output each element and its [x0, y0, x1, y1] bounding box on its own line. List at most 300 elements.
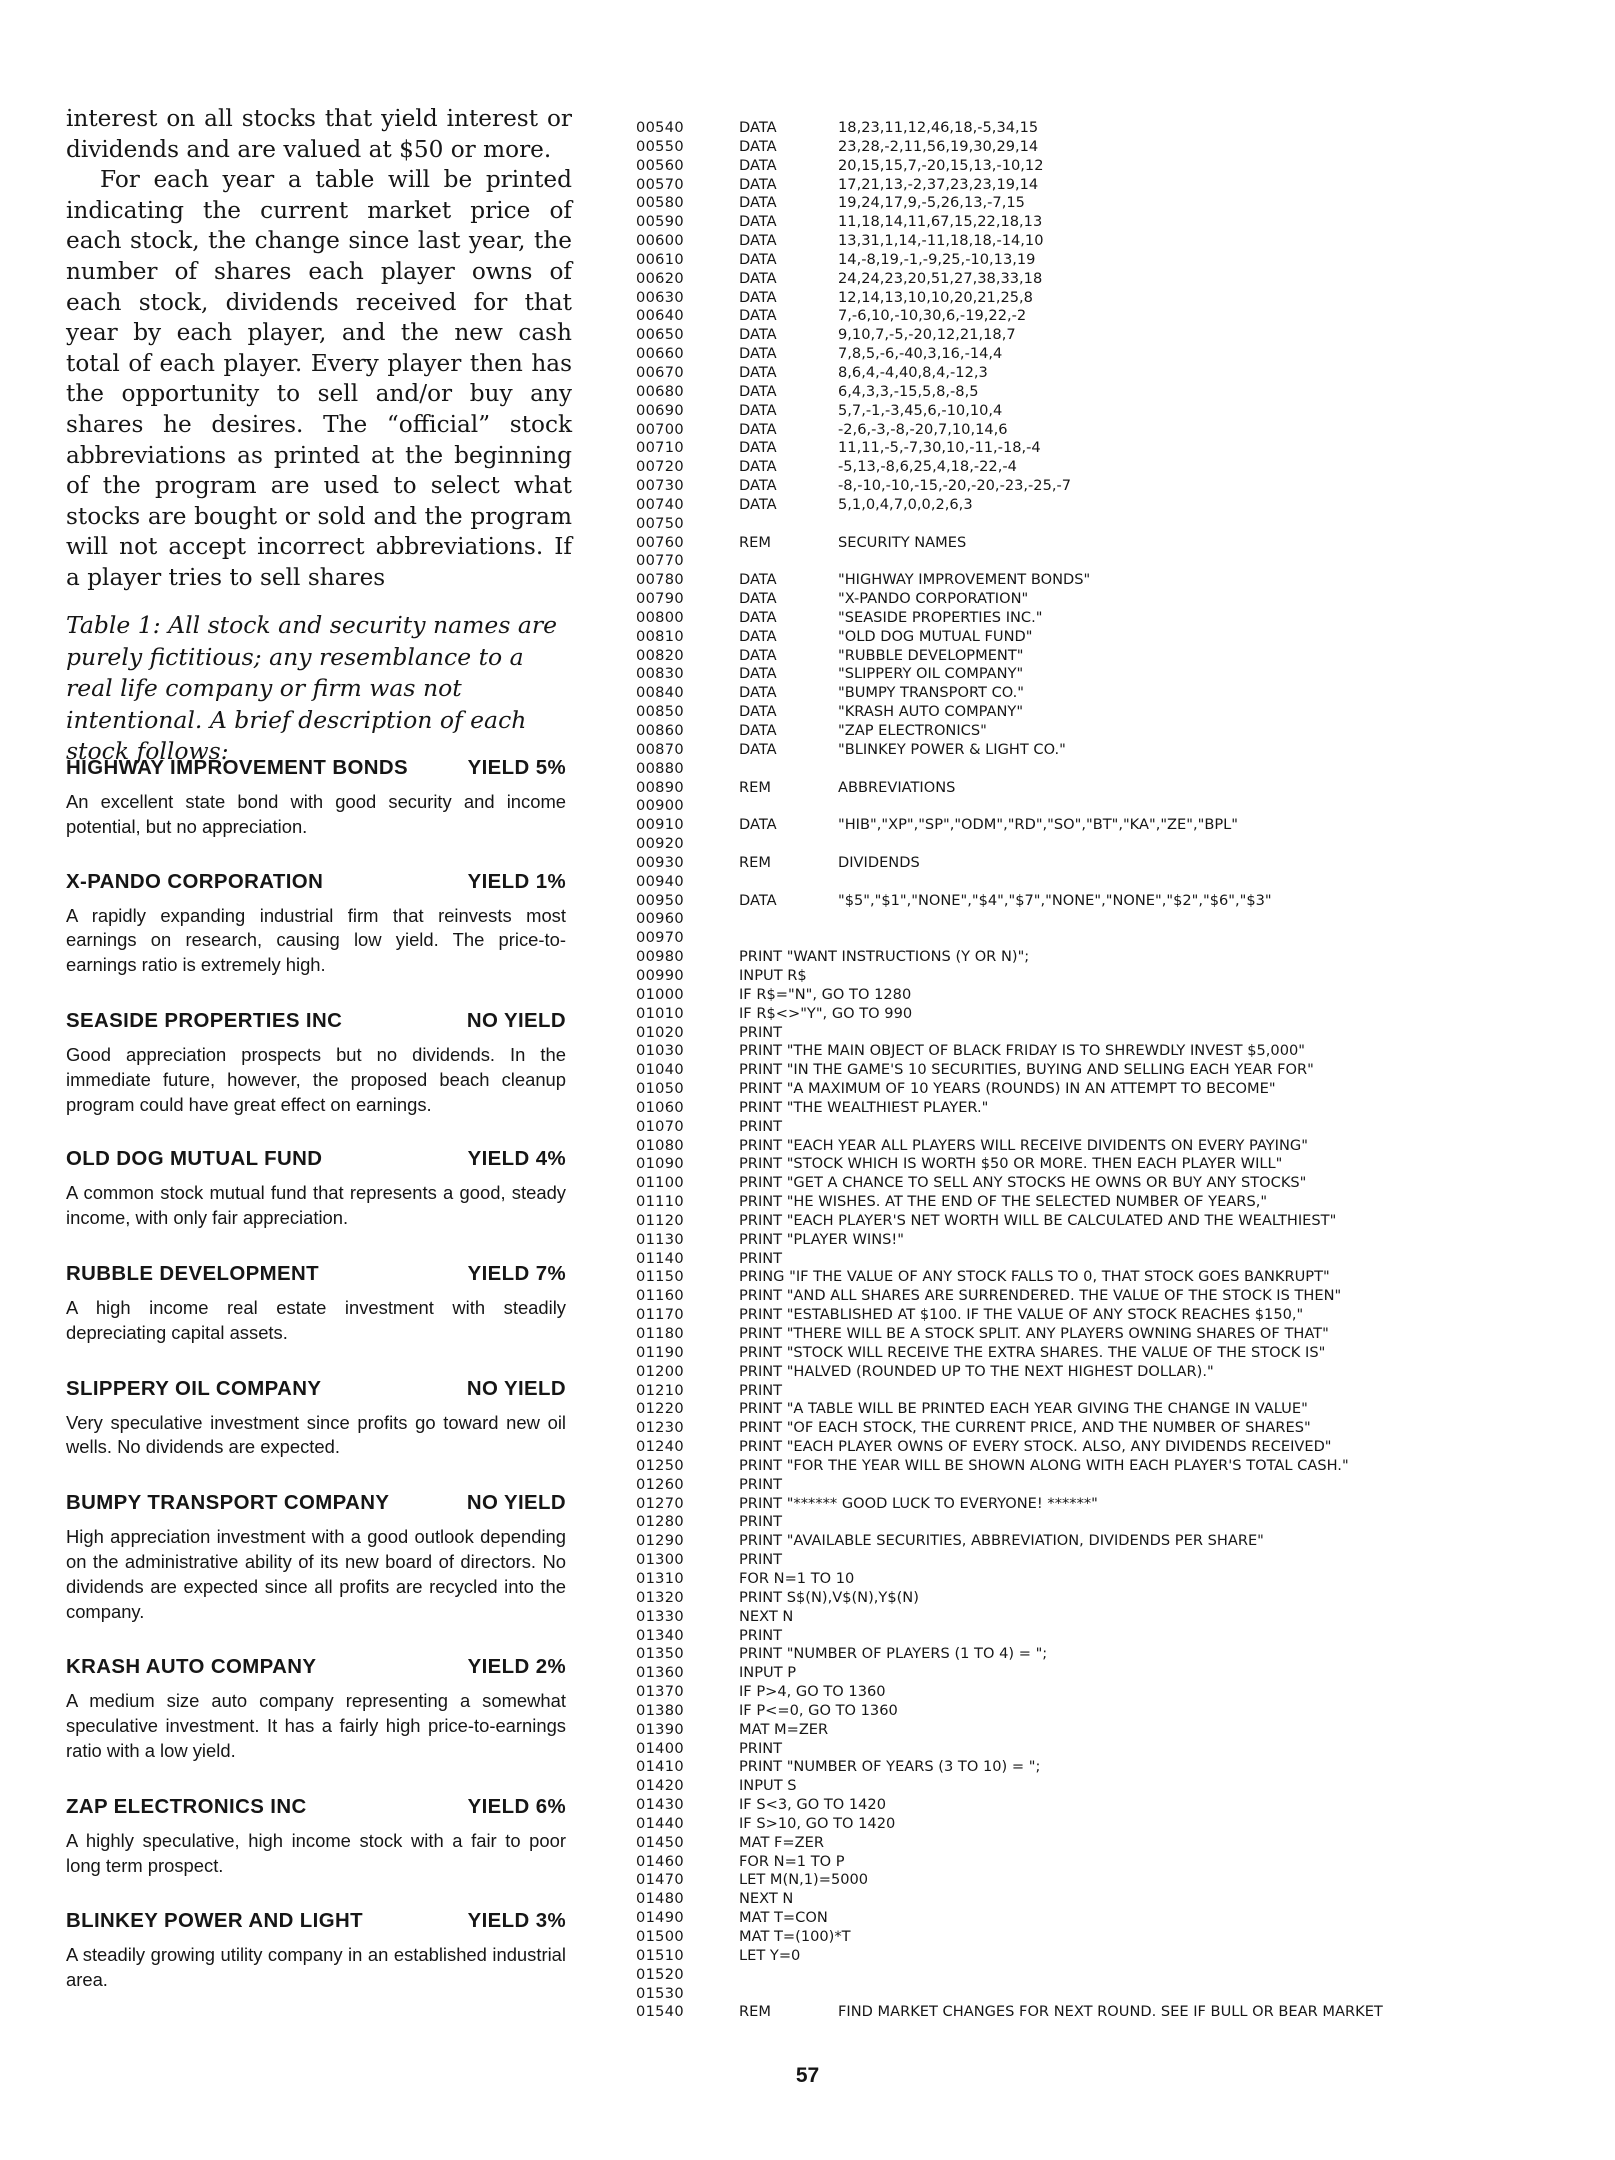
line-number: 00780 [636, 571, 684, 589]
line-number: 00640 [636, 307, 684, 325]
code-line [636, 1966, 1496, 1985]
code-keyword: DATA [739, 326, 777, 344]
code-line [636, 2003, 1496, 2022]
left-column [66, 104, 572, 1991]
code-statement: PRINT [739, 1739, 783, 1757]
code-line [636, 1928, 1496, 1947]
line-number: 01420 [636, 1777, 684, 1795]
code-argument: "HIGHWAY IMPROVEMENT BONDS" [838, 571, 1091, 589]
code-keyword: DATA [739, 722, 777, 739]
code-line [636, 176, 1496, 195]
stock-description: A highly speculative, high income stock with a fair to poor long term prospect. [66, 1829, 566, 1876]
code-statement: PRINT [739, 1381, 783, 1399]
code-line [636, 402, 1496, 421]
code-statement: IF S<3, GO TO 1420 [739, 1796, 887, 1814]
line-number: 00660 [636, 345, 684, 363]
code-statement: PRINT "THE WEALTHIEST PLAYER." [739, 1098, 989, 1116]
stock-name: X-PANDO CORPORATION [66, 870, 324, 893]
code-argument: "$5","$1","NONE","$4","$7","NONE","NONE","$2","$6","$3" [838, 891, 1272, 909]
code-statement: PRINT "PLAYER WINS!" [739, 1230, 904, 1248]
code-statement: PRINT "IN THE GAME'S 10 SECURITIES, BUYING AND SELLING EACH YEAR FOR" [739, 1061, 1314, 1079]
line-number: 01220 [636, 1400, 684, 1418]
code-line [636, 1118, 1496, 1137]
line-number: 00600 [636, 232, 684, 250]
code-line [636, 1740, 1496, 1759]
line-number: 01260 [636, 1475, 684, 1493]
code-argument: "KRASH AUTO COMPANY" [838, 703, 1024, 721]
line-number: 01020 [636, 1023, 684, 1041]
line-number: 01210 [636, 1381, 684, 1399]
code-statement: PRINT [739, 1023, 783, 1041]
intro-paragraph-2: For each year a table will be printed indicating the current market price of each stock, the change since last year, the number of shares each player owns of each stock, dividends received for that year by each player, and the new cash total of each player. Every player then has the opportunity to sell and/or buy any shares he desires. The “official” stock abbreviations as printed at the beginning of the program are used to select what stocks are bought or sold and the program will not accept incorrect abbreviations. If a player tries to sell shares [66, 166, 572, 591]
line-number: 01050 [636, 1080, 684, 1098]
line-number: 00910 [636, 816, 684, 834]
code-line [636, 1589, 1496, 1608]
code-keyword: DATA [739, 816, 777, 834]
code-line [636, 1306, 1496, 1325]
code-statement: LET Y=0 [739, 1946, 801, 1964]
code-statement: PRINT [739, 1513, 783, 1531]
code-keyword: DATA [739, 703, 777, 721]
stock-entry [66, 756, 566, 840]
code-statement: NEXT N [739, 1890, 794, 1908]
code-argument: "ZAP ELECTRONICS" [838, 722, 987, 739]
stock-yield: YIELD 5% [467, 757, 566, 779]
line-number: 00860 [636, 722, 684, 739]
stock-entry [66, 1655, 566, 1763]
line-number: 00580 [636, 194, 684, 212]
code-statement: IF P>4, GO TO 1360 [739, 1683, 886, 1701]
stock-description: A medium size auto company representing a somewhat speculative investment. It has a fairly high price-to-earnings ratio with a low yield. [66, 1690, 566, 1761]
code-statement: PRINT "GET A CHANCE TO SELL ANY STOCKS HE OWNS OR BUY ANY STOCKS" [739, 1174, 1307, 1192]
line-number: 01460 [636, 1852, 684, 1870]
code-keyword: DATA [739, 420, 777, 438]
line-number: 01120 [636, 1211, 684, 1229]
code-line [636, 1777, 1496, 1796]
line-number: 01320 [636, 1588, 684, 1606]
line-number: 01060 [636, 1098, 684, 1116]
line-number: 01360 [636, 1664, 684, 1682]
code-line [636, 684, 1496, 703]
line-number: 00940 [636, 872, 684, 890]
stock-name: OLD DOG MUTUAL FUND [66, 1148, 323, 1171]
code-statement: IF R$<>"Y", GO TO 990 [739, 1004, 913, 1022]
code-keyword: DATA [739, 269, 777, 287]
code-line [636, 1985, 1496, 2004]
stock-heading [66, 1909, 566, 1934]
code-statement: MAT M=ZER [739, 1720, 829, 1738]
code-statement: PRINT "EACH PLAYER'S NET WORTH WILL BE CALCULATED AND THE WEALTHIEST" [739, 1211, 1337, 1229]
line-number: 01110 [636, 1193, 684, 1211]
line-number: 01160 [636, 1287, 684, 1305]
line-number: 00720 [636, 458, 684, 476]
code-line [636, 628, 1496, 647]
code-line [636, 213, 1496, 232]
code-argument: 24,24,23,20,51,27,38,33,18 [838, 269, 1043, 287]
code-line [636, 421, 1496, 440]
code-argument: FIND MARKET CHANGES FOR NEXT ROUND. SEE IF BULL OR BEAR MARKET [838, 2003, 1383, 2021]
line-number: 01450 [636, 1833, 684, 1851]
code-argument: 19,24,17,9,-5,26,13,-7,15 [838, 194, 1025, 212]
code-line [636, 383, 1496, 402]
line-number: 00760 [636, 533, 684, 551]
line-number: 01500 [636, 1928, 684, 1945]
code-line [636, 590, 1496, 609]
code-line [636, 477, 1496, 496]
code-line [636, 1890, 1496, 1909]
code-line [636, 1645, 1496, 1664]
stock-yield: YIELD 4% [467, 1148, 566, 1171]
code-line [636, 1702, 1496, 1721]
code-line [636, 1815, 1496, 1834]
line-number: 00890 [636, 778, 684, 796]
code-keyword: DATA [739, 137, 777, 155]
code-keyword: DATA [739, 608, 777, 626]
code-argument: 14,-8,19,-1,-9,25,-10,13,19 [838, 250, 1036, 268]
line-number: 01010 [636, 1004, 684, 1022]
line-number: 00690 [636, 401, 684, 419]
line-number: 01430 [636, 1796, 684, 1814]
code-statement: PRINT "AVAILABLE SECURITIES, ABBREVIATION, DIVIDENDS PER SHARE" [739, 1532, 1264, 1550]
stock-description: Very speculative investment since profits go toward new oil wells. No dividends are expected. [66, 1411, 566, 1458]
code-keyword: DATA [739, 119, 777, 136]
code-line [636, 1382, 1496, 1401]
stock-yield: YIELD 6% [467, 1795, 566, 1818]
code-line [636, 1758, 1496, 1777]
code-line [636, 1212, 1496, 1231]
code-statement: NEXT N [739, 1607, 794, 1625]
code-line [636, 647, 1496, 666]
code-keyword: DATA [739, 477, 777, 495]
line-number: 00830 [636, 665, 684, 683]
line-number: 00540 [636, 119, 684, 136]
line-number: 01510 [636, 1946, 684, 1964]
code-statement: PRINT S$(N),V$(N),Y$(N) [739, 1588, 919, 1606]
code-argument: "RUBBLE DEVELOPMENT" [838, 646, 1024, 664]
code-line [636, 873, 1496, 892]
line-number: 01480 [636, 1890, 684, 1908]
line-number: 00870 [636, 740, 684, 758]
code-keyword: DATA [739, 665, 777, 683]
code-argument: ABBREVIATIONS [838, 778, 956, 796]
line-number: 01530 [636, 1984, 684, 2002]
code-statement: PRINT "STOCK WILL RECEIVE THE EXTRA SHARES. THE VALUE OF THE STOCK IS" [739, 1343, 1326, 1361]
code-keyword: DATA [739, 590, 777, 608]
line-number: 01380 [636, 1701, 684, 1719]
stock-entry [66, 1147, 566, 1231]
code-statement: PRINT "THE MAIN OBJECT OF BLACK FRIDAY IS TO SHREWDLY INVEST $5,000" [739, 1042, 1305, 1060]
stock-description: An excellent state bond with good security and income potential, but no appreciation. [66, 791, 566, 837]
code-statement: PRINT [739, 1117, 783, 1135]
code-keyword: DATA [739, 363, 777, 381]
code-line [636, 741, 1496, 760]
code-line [636, 609, 1496, 628]
line-number: 00560 [636, 156, 684, 174]
code-statement: INPUT S [739, 1777, 797, 1795]
code-statement: PRINT "FOR THE YEAR WILL BE SHOWN ALONG WITH EACH PLAYER'S TOTAL CASH." [739, 1456, 1349, 1474]
stock-entry [66, 1262, 566, 1346]
code-line [636, 1476, 1496, 1495]
code-line [636, 1664, 1496, 1683]
code-line [636, 1061, 1496, 1080]
code-keyword: DATA [739, 684, 777, 702]
line-number: 00680 [636, 382, 684, 400]
stock-entry [66, 1491, 566, 1624]
code-statement: PRINT [739, 1475, 783, 1493]
code-argument: 5,1,0,4,7,0,0,2,6,3 [838, 495, 973, 513]
line-number: 00800 [636, 608, 684, 626]
code-line [636, 1532, 1496, 1551]
code-line [636, 345, 1496, 364]
code-statement: LET M(N,1)=5000 [739, 1871, 869, 1889]
stock-entry [66, 1795, 566, 1879]
code-argument: 11,18,14,11,67,15,22,18,13 [838, 213, 1043, 231]
stock-name: HIGHWAY IMPROVEMENT BONDS [66, 757, 408, 779]
code-statement: MAT T=CON [739, 1909, 828, 1927]
line-number: 00820 [636, 646, 684, 664]
code-statement: PRINT [739, 1249, 783, 1267]
line-number: 01340 [636, 1626, 684, 1644]
stock-heading [66, 1491, 566, 1516]
code-line [636, 1608, 1496, 1627]
stock-yield: YIELD 3% [467, 1910, 566, 1933]
code-keyword: DATA [739, 345, 777, 363]
stock-name: SEASIDE PROPERTIES INC [66, 1009, 343, 1032]
line-number: 00990 [636, 966, 684, 984]
stock-description: High appreciation investment with a good outlook depending on the administrative ability of its new board of directors. No dividends are expected since all profits are recycled into the company. [66, 1526, 566, 1622]
code-line [636, 1419, 1496, 1438]
code-line [636, 1551, 1496, 1570]
code-argument: 7,-6,10,-10,30,6,-19,22,-2 [838, 307, 1027, 325]
code-line [636, 665, 1496, 684]
code-argument: 23,28,-2,11,56,19,30,29,14 [838, 137, 1039, 155]
line-number: 01290 [636, 1532, 684, 1550]
code-statement: IF S>10, GO TO 1420 [739, 1814, 896, 1832]
code-line [636, 1287, 1496, 1306]
line-number: 01410 [636, 1758, 684, 1776]
code-statement: PRINT "NUMBER OF YEARS (3 TO 10) = "; [739, 1758, 1041, 1776]
line-number: 01040 [636, 1061, 684, 1079]
line-number: 00920 [636, 835, 684, 853]
code-line [636, 1513, 1496, 1532]
code-line [636, 439, 1496, 458]
code-statement: INPUT R$ [739, 966, 807, 984]
code-line [636, 816, 1496, 835]
code-line [636, 552, 1496, 571]
line-number: 00590 [636, 213, 684, 231]
stock-yield: NO YIELD [466, 1009, 566, 1032]
code-keyword: DATA [739, 740, 777, 758]
line-number: 01240 [636, 1438, 684, 1456]
code-statement: PRINT "HE WISHES. AT THE END OF THE SELECTED NUMBER OF YEARS," [739, 1193, 1268, 1211]
code-line [636, 1721, 1496, 1740]
code-statement: PRINT "STOCK WHICH IS WORTH $50 OR MORE. THEN EACH PLAYER WILL" [739, 1155, 1283, 1173]
line-number: 00900 [636, 797, 684, 815]
code-line [636, 515, 1496, 534]
code-line [636, 854, 1496, 873]
line-number: 01090 [636, 1155, 684, 1173]
line-number: 00810 [636, 627, 684, 645]
code-line [636, 1250, 1496, 1269]
code-line [636, 760, 1496, 779]
code-argument: 7,8,5,-6,-40,3,16,-14,4 [838, 345, 1003, 363]
code-line [636, 251, 1496, 270]
code-argument: 12,14,13,10,10,20,21,25,8 [838, 288, 1033, 306]
code-argument: "OLD DOG MUTUAL FUND" [838, 627, 1033, 645]
code-line [636, 722, 1496, 741]
code-line [636, 496, 1496, 515]
code-line [636, 1853, 1496, 1872]
stock-name: ZAP ELECTRONICS INC [66, 1795, 307, 1818]
stock-yield: YIELD 1% [467, 870, 566, 893]
code-line [636, 986, 1496, 1005]
code-statement: MAT T=(100)*T [739, 1928, 851, 1945]
line-number: 01520 [636, 1965, 684, 1983]
code-argument: 9,10,7,-5,-20,12,21,18,7 [838, 326, 1016, 344]
code-line [636, 1909, 1496, 1928]
code-line [636, 1174, 1496, 1193]
code-line [636, 1796, 1496, 1815]
intro-paragraph-1: interest on all stocks that yield interest or dividends and are valued at $50 or more. [66, 105, 572, 163]
code-line [636, 779, 1496, 798]
code-line [636, 1438, 1496, 1457]
code-keyword: REM [739, 533, 771, 551]
code-line [636, 1834, 1496, 1853]
stock-heading [66, 1795, 566, 1820]
code-line [636, 458, 1496, 477]
code-line [636, 1137, 1496, 1156]
line-number: 00610 [636, 250, 684, 268]
code-statement: PRINT "ESTABLISHED AT $100. IF THE VALUE OF ANY STOCK REACHES $150," [739, 1306, 1304, 1324]
stock-name: BUMPY TRANSPORT COMPANY [66, 1492, 390, 1515]
stock-heading [66, 1655, 566, 1680]
code-line [636, 1193, 1496, 1212]
line-number: 00970 [636, 929, 684, 947]
stock-name: RUBBLE DEVELOPMENT [66, 1262, 320, 1285]
code-statement: PRINT "NUMBER OF PLAYERS (1 TO 4) = "; [739, 1645, 1048, 1663]
line-number: 00570 [636, 175, 684, 193]
stock-name: KRASH AUTO COMPANY [66, 1656, 317, 1679]
line-number: 00740 [636, 495, 684, 513]
line-number: 01070 [636, 1117, 684, 1135]
stock-name: SLIPPERY OIL COMPANY [66, 1377, 322, 1400]
code-argument: 20,15,15,7,-20,15,13,-10,12 [838, 156, 1044, 174]
code-line [636, 1627, 1496, 1646]
code-argument: 13,31,1,14,-11,18,18,-14,10 [838, 232, 1044, 250]
line-number: 01540 [636, 2003, 684, 2021]
code-keyword: DATA [739, 175, 777, 193]
code-line [636, 157, 1496, 176]
line-number: 01080 [636, 1136, 684, 1154]
code-statement: PRINT "HALVED (ROUNDED UP TO THE NEXT HIGHEST DOLLAR)." [739, 1362, 1214, 1380]
line-number: 01190 [636, 1343, 684, 1361]
code-line [636, 1005, 1496, 1024]
line-number: 00840 [636, 684, 684, 702]
code-argument: -8,-10,-10,-15,-20,-20,-23,-25,-7 [838, 477, 1072, 495]
code-argument: 8,6,4,-4,40,8,4,-12,3 [838, 363, 988, 381]
code-keyword: DATA [739, 382, 777, 400]
code-statement: PRINT "EACH PLAYER OWNS OF EVERY STOCK. ALSO, ANY DIVIDENDS RECEIVED" [739, 1438, 1332, 1456]
code-line [636, 1268, 1496, 1287]
line-number: 00750 [636, 514, 684, 532]
line-number: 01350 [636, 1645, 684, 1663]
stock-heading [66, 1377, 566, 1402]
stock-description: Good appreciation prospects but no dividends. In the immediate future, however, the proposed beach cleanup program could have great effect on earnings. [66, 1043, 566, 1115]
line-number: 01170 [636, 1306, 684, 1324]
code-keyword: REM [739, 778, 771, 796]
code-line [636, 1495, 1496, 1514]
code-line [636, 1947, 1496, 1966]
code-line [636, 364, 1496, 383]
stock-yield: YIELD 2% [467, 1656, 566, 1679]
code-line [636, 289, 1496, 308]
line-number: 00790 [636, 590, 684, 608]
code-statement: PRINT "WANT INSTRUCTIONS (Y OR N)"; [739, 948, 1030, 966]
code-argument: SECURITY NAMES [838, 533, 967, 551]
line-number: 00630 [636, 288, 684, 306]
code-line [636, 948, 1496, 967]
line-number: 00950 [636, 891, 684, 909]
stock-yield: NO YIELD [466, 1377, 566, 1400]
code-line [636, 703, 1496, 722]
code-line [636, 1325, 1496, 1344]
stock-name: BLINKEY POWER AND LIGHT [66, 1910, 363, 1933]
code-argument: DIVIDENDS [838, 853, 920, 871]
code-keyword: REM [739, 853, 771, 871]
line-number: 01310 [636, 1569, 684, 1587]
page-number: 57 [795, 2064, 820, 2087]
code-line [636, 232, 1496, 251]
stock-heading [66, 1009, 566, 1034]
line-number: 00960 [636, 910, 684, 928]
line-number: 00700 [636, 420, 684, 438]
line-number: 01300 [636, 1551, 684, 1569]
line-number: 00850 [636, 703, 684, 721]
code-argument: "X-PANDO CORPORATION" [838, 590, 1029, 608]
line-number: 00670 [636, 363, 684, 381]
code-argument: "BUMPY TRANSPORT CO." [838, 684, 1025, 702]
stock-entry [66, 1377, 566, 1461]
code-statement: PRINT [739, 1626, 783, 1644]
code-argument: 5,7,-1,-3,45,6,-10,10,4 [838, 401, 1003, 419]
code-keyword: DATA [739, 250, 777, 268]
line-number: 01270 [636, 1494, 684, 1512]
stock-description: A common stock mutual fund that represents a good, steady income, with only fair appreciation. [66, 1182, 566, 1229]
code-line [636, 119, 1496, 138]
code-line [636, 1099, 1496, 1118]
stock-yield: YIELD 7% [467, 1262, 566, 1285]
code-argument: 6,4,3,3,-15,5,8,-8,5 [838, 382, 979, 400]
line-number: 01250 [636, 1456, 684, 1474]
code-statement: PRINT [739, 1551, 783, 1569]
line-number: 01130 [636, 1230, 684, 1248]
basic-program-listing [636, 119, 1496, 2022]
code-keyword: DATA [739, 495, 777, 513]
code-keyword: DATA [739, 439, 777, 457]
code-statement: IF R$="N", GO TO 1280 [739, 985, 912, 1003]
code-statement: PRINT "OF EACH STOCK, THE CURRENT PRICE, AND THE NUMBER OF SHARES" [739, 1419, 1311, 1437]
stock-description: A rapidly expanding industrial firm that reinvests most earnings on research, causing low yield. The price-to-earnings ratio is extremely high. [66, 904, 566, 976]
stock-descriptions [66, 756, 566, 1993]
code-line [636, 138, 1496, 157]
line-number: 01140 [636, 1249, 684, 1267]
line-number: 01200 [636, 1362, 684, 1380]
code-keyword: DATA [739, 458, 777, 476]
line-number: 01400 [636, 1739, 684, 1757]
line-number: 01230 [636, 1419, 684, 1437]
line-number: 01470 [636, 1871, 684, 1889]
line-number: 01490 [636, 1909, 684, 1927]
